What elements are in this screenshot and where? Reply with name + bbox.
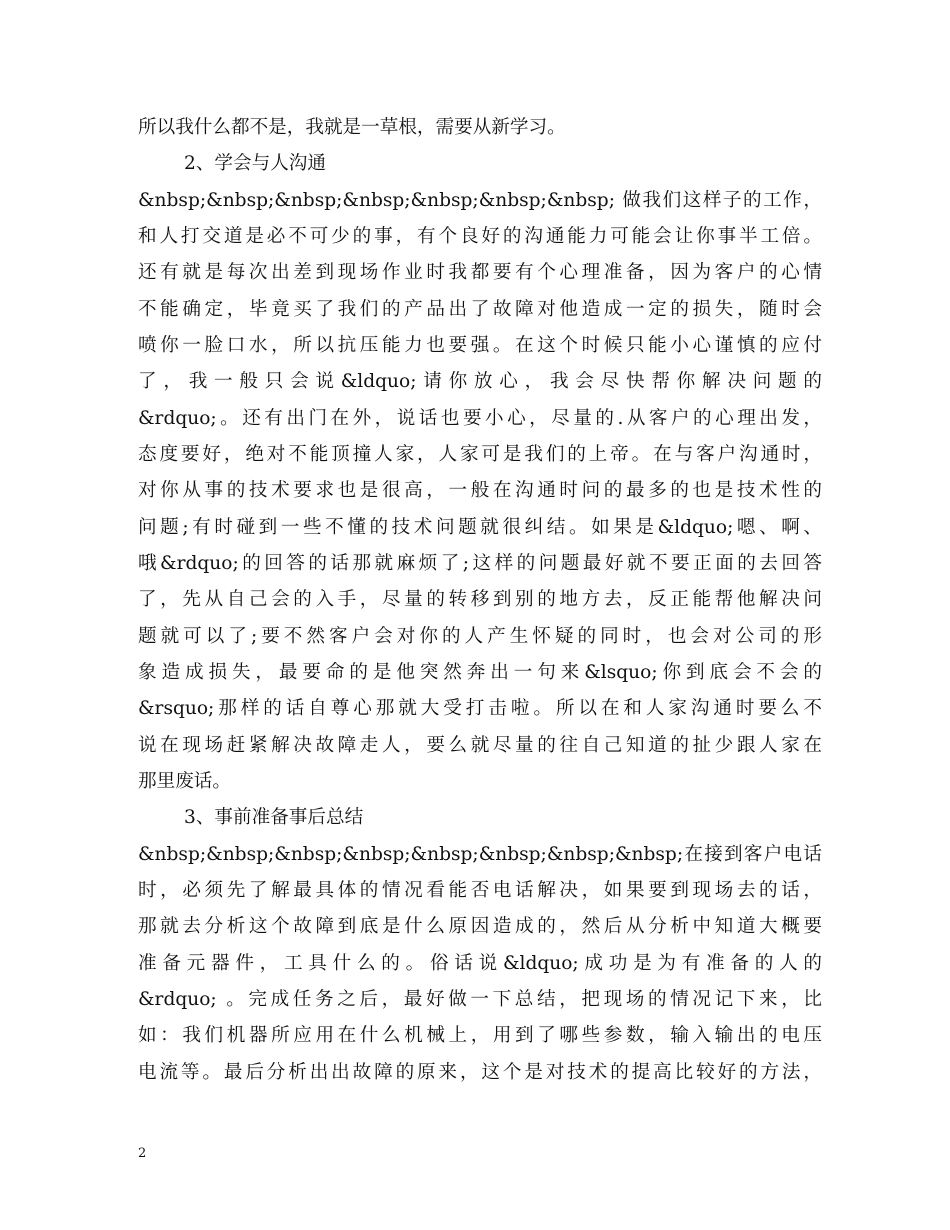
text-line: 了，我一般只会说&ldquo;请你放心，我会尽快帮你解决问题的 [138, 371, 822, 392]
text-line: &nbsp;&nbsp;&nbsp;&nbsp;&nbsp;&nbsp;&nbsp;&nbsp;在接到客户电话 [138, 844, 822, 865]
text-line: 了，先从自己会的入手，尽量的转移到别的地方去，反正能帮他解决问 [138, 589, 822, 610]
text-line: 哦&rdquo;的回答的话那就麻烦了;这样的问题最好就不要正面的去回答 [138, 553, 822, 574]
page-number: 2 [138, 1146, 147, 1161]
text-line: 对你从事的技术要求也是很高，一般在沟通时问的最多的也是技术性的 [138, 480, 822, 501]
text-line: 那里废话。 [138, 771, 231, 792]
text-line: 如：我们机器所应用在什么机械上，用到了哪些参数，输入输出的电压 [138, 1025, 822, 1046]
text-line: 那就去分析这个故障到底是什么原因造成的，然后从分析中知道大概要 [138, 916, 822, 937]
text-line: 准备元器件，工具什么的。俗话说&ldquo;成功是为有准备的人的 [138, 953, 822, 974]
text-line: 不能确定，毕竟买了我们的产品出了故障对他造成一定的损失，随时会 [138, 299, 822, 320]
text-line: 态度要好，绝对不能顶撞人家，人家可是我们的上帝。在与客户沟通时， [138, 444, 822, 465]
text-line: 喷你一脸口水，所以抗压能力也要强。在这个时候只能小心谨慎的应付 [138, 335, 822, 356]
text-line: 问题;有时碰到一些不懂的技术问题就很纠结。如果是&ldquo;嗯、啊、 [138, 517, 822, 538]
text-line: 题就可以了;要不然客户会对你的人产生怀疑的同时，也会对公司的形 [138, 626, 822, 647]
section-heading: 3、事前准备事后总结 [184, 807, 364, 828]
text-line: 和人打交道是必不可少的事，有个良好的沟通能力可能会让你事半工倍。 [138, 226, 822, 247]
text-line: &nbsp;&nbsp;&nbsp;&nbsp;&nbsp;&nbsp;&nbsp; 做我们这样子的工作， [138, 190, 822, 211]
section-heading: 2、学会与人沟通 [184, 153, 326, 174]
text-line: 象造成损失，最要命的是他突然奔出一句来&lsquo;你到底会不会的 [138, 662, 822, 683]
text-line: &rdquo;。还有出门在外，说话也要小心，尽量的.从客户的心理出发， [138, 408, 822, 429]
text-line: 电流等。最后分析出出故障的原来，这个是对技术的提高比较好的方法， [138, 1062, 822, 1083]
text-line: 所以我什么都不是，我就是一草根，需要从新学习。 [138, 117, 566, 138]
text-line: &rdquo; 。完成任务之后，最好做一下总结，把现场的情况记下来，比 [138, 989, 822, 1010]
text-line: &rsquo;那样的话自尊心那就大受打击啦。所以在和人家沟通时要么不 [138, 698, 822, 719]
text-line: 还有就是每次出差到现场作业时我都要有个心理准备，因为客户的心情 [138, 262, 822, 283]
text-line: 时，必须先了解最具体的情况看能否电话解决，如果要到现场去的话， [138, 880, 822, 901]
text-line: 说在现场赶紧解决故障走人，要么就尽量的往自己知道的扯少跟人家在 [138, 735, 822, 756]
